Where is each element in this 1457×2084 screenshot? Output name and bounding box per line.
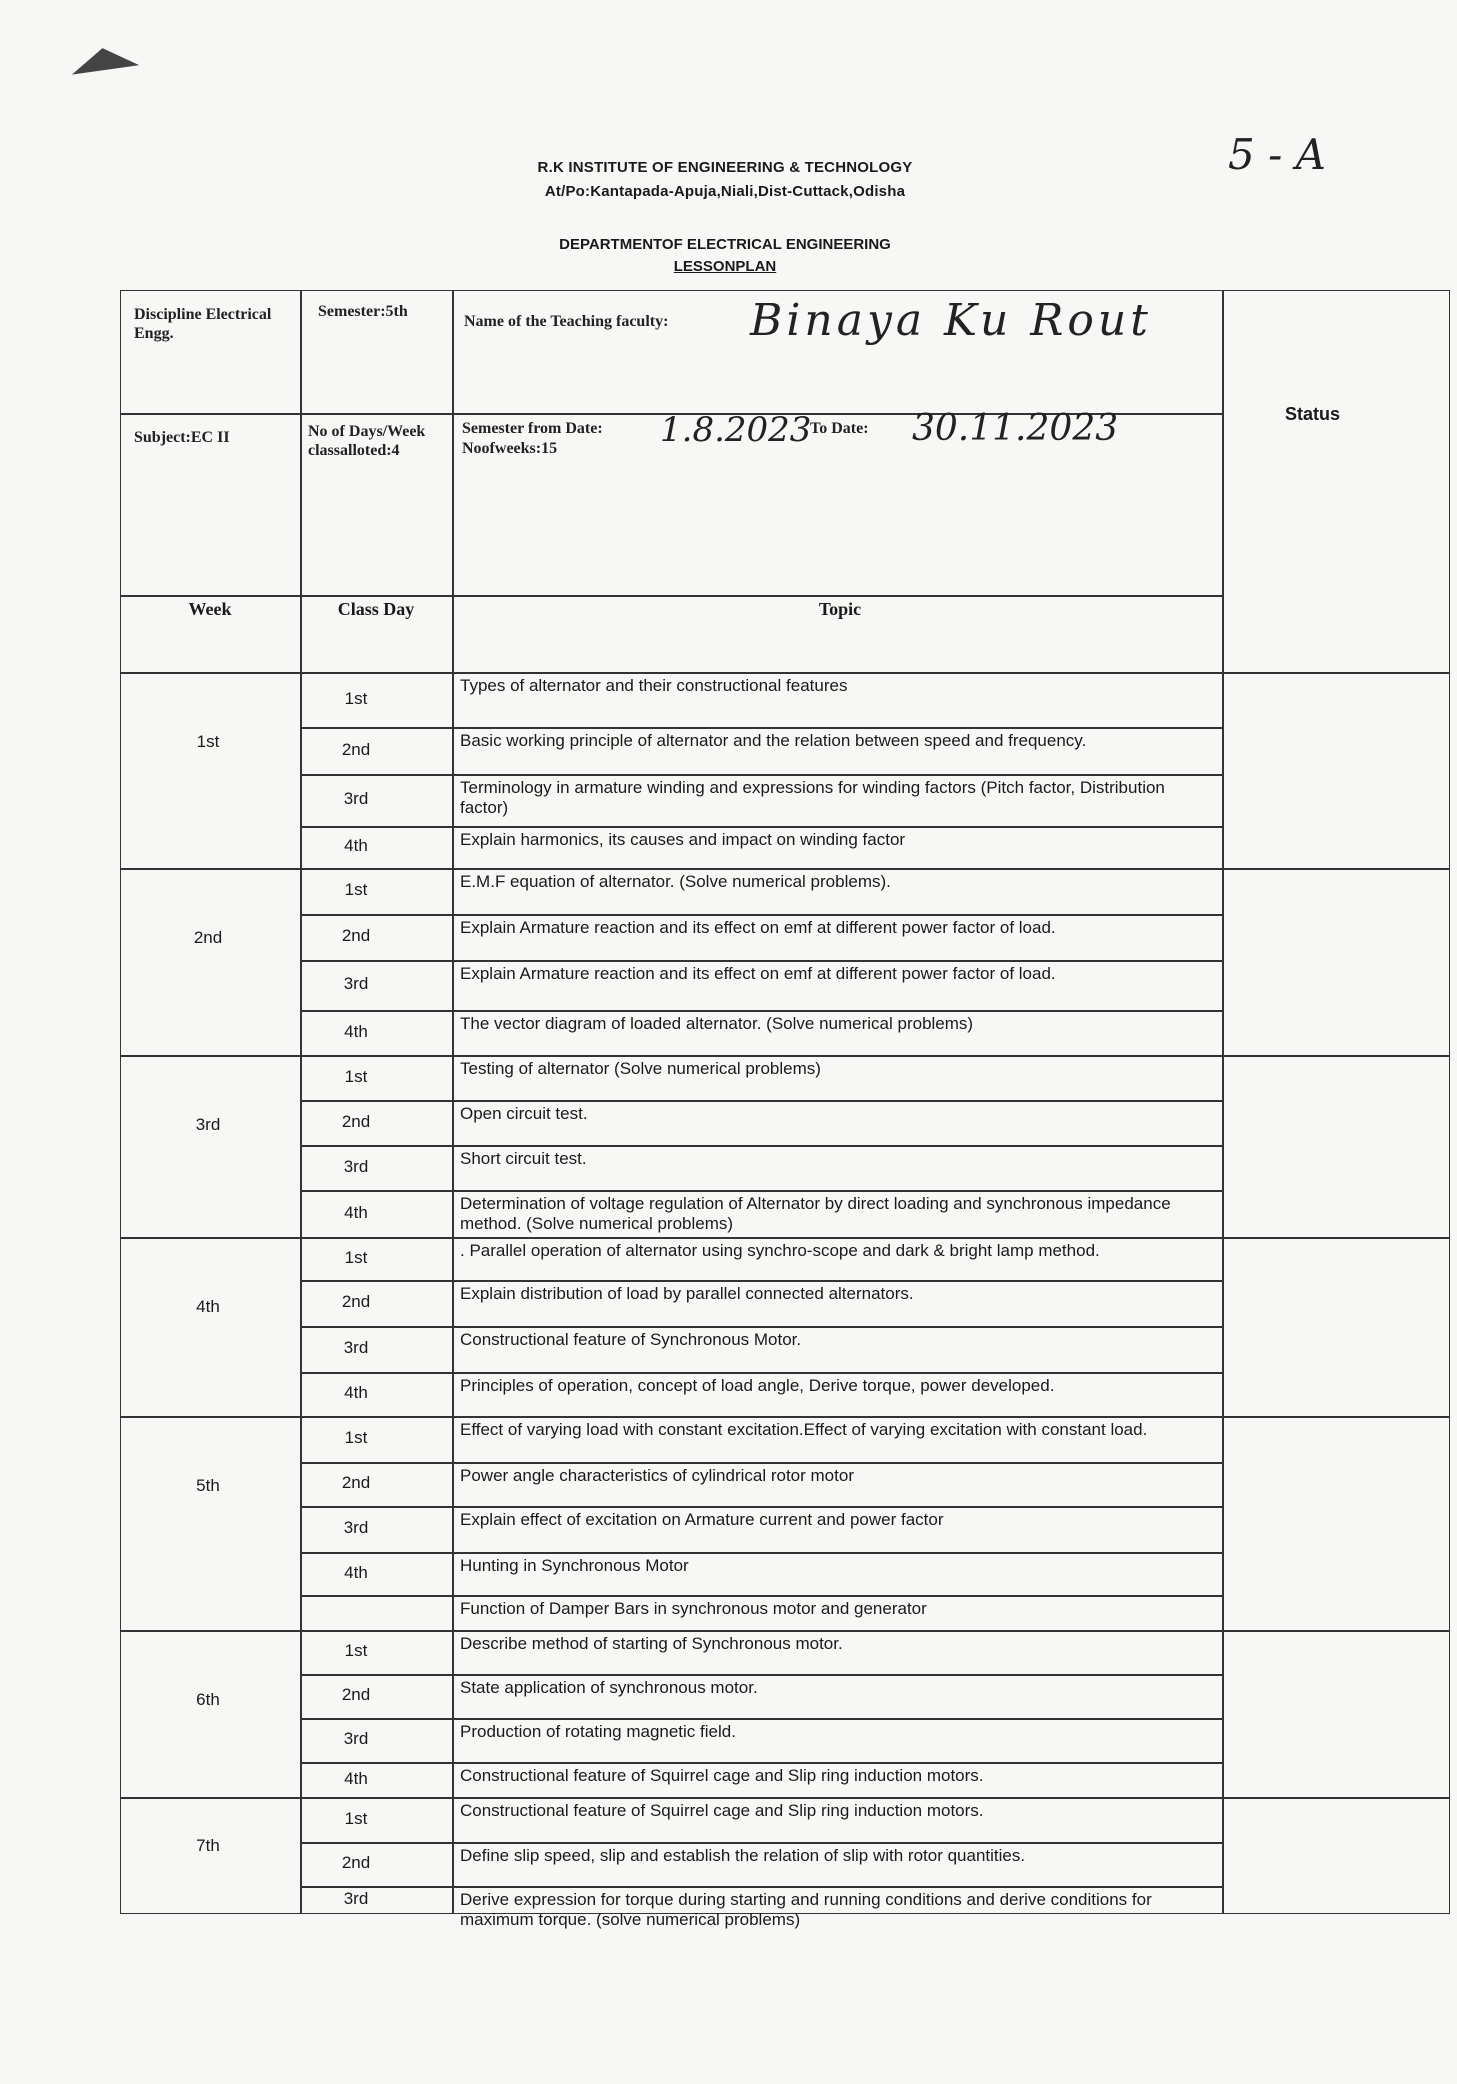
topic-text: Explain harmonics, its causes and impact on winding factor [460, 830, 906, 849]
topic-text: Hunting in Synchronous Motor [460, 1556, 689, 1575]
class-day-label: 1st [344, 1247, 368, 1267]
class-day-label: 3rd [343, 789, 369, 808]
topic-text: Define slip speed, slip and establish the relation of slip with rotor quantities. [460, 1846, 1026, 1865]
class-day-label: 4th [344, 1768, 368, 1788]
class-day-label: 2nd [341, 739, 371, 759]
row-divider [300, 914, 1222, 916]
topic-text: . Parallel operation of alternator using synchro-scope and dark & bright lamp method. [460, 1241, 1100, 1260]
department-header [0, 234, 1457, 278]
week-label: 6th [196, 1690, 220, 1709]
row-divider [300, 1506, 1222, 1508]
class-day-label: 2nd [341, 1292, 371, 1311]
topic-text: Open circuit test. [460, 1104, 588, 1123]
topic-text: The vector diagram of loaded alternator. (Solve numerical problems) [460, 1014, 974, 1033]
week-divider [120, 1416, 1450, 1418]
section-tag: 5 - A [1228, 130, 1326, 179]
week-column-header: Week [188, 599, 232, 619]
row-divider [300, 727, 1222, 729]
topic-text: Derive expression for torque during starting and running conditions and derive conditions for maximum torque. (solve numerical problems) [460, 1890, 1152, 1929]
semester-cell: Semester:5th [318, 303, 408, 320]
col-divider [452, 290, 454, 1914]
week-label: 2nd [193, 928, 223, 947]
class-day-label: 2nd [341, 1685, 371, 1704]
class-day-label: 3rd [343, 974, 369, 993]
row-divider [300, 1010, 1222, 1012]
class-day-label: 2nd [341, 1853, 371, 1872]
topic-text: Short circuit test. [460, 1149, 587, 1168]
topic-text: Testing of alternator (Solve numerical problems) [460, 1059, 821, 1078]
class-day-label: 1st [344, 1066, 368, 1086]
topic-text: State application of synchronous motor. [460, 1678, 758, 1697]
row-divider [300, 1762, 1222, 1764]
to-date-label: To Date: [810, 420, 869, 437]
to-date: 30.11.2023 [912, 408, 1119, 449]
week-divider [120, 1797, 1450, 1799]
topic-column-header: Topic [818, 599, 862, 619]
corner-mark [69, 43, 139, 74]
class-day-label: 3rd [343, 1156, 369, 1176]
topic-text: Principles of operation, concept of load angle, Derive torque, power developed. [460, 1376, 1055, 1395]
class-day-label: 3rd [343, 1338, 369, 1357]
row-divider [300, 826, 1222, 828]
department-name: DEPARTMENTOF ELECTRICAL ENGINEERING [559, 236, 891, 253]
row-divider [300, 1552, 1222, 1554]
topic-text: Explain Armature reaction and its effect on emf at different power factor of load. [460, 964, 1056, 983]
week-label: 7th [196, 1835, 220, 1855]
col-divider [300, 290, 302, 1914]
topic-text: Explain Armature reaction and its effect on emf at different power factor of load. [460, 918, 1056, 937]
class-day-label: 3rd [343, 1889, 369, 1908]
col-divider [1222, 290, 1224, 1914]
class-day-column-header: Class Day [337, 599, 415, 619]
faculty-label: Name of the Teaching faculty: [464, 313, 669, 330]
topic-text: Types of alternator and their constructional features [460, 676, 848, 695]
topic-text: Explain effect of excitation on Armature current and power factor [460, 1510, 944, 1529]
class-day-label: 1st [344, 1428, 368, 1447]
topic-text: Basic working principle of alternator and the relation between speed and frequency. [460, 731, 1087, 750]
topic-text: Describe method of starting of Synchronous motor. [460, 1634, 843, 1653]
week-label: 3rd [195, 1115, 221, 1134]
week-divider [120, 868, 1450, 870]
row-divider [300, 1462, 1222, 1464]
row-divider [300, 1145, 1222, 1147]
class-day-label: 2nd [341, 926, 371, 945]
class-day-label: 3rd [343, 1518, 369, 1537]
discipline-cell: Discipline Electrical Engg. [134, 306, 272, 342]
topic-text: Determination of voltage regulation of Alternator by direct loading and synchronous impedance method. (Solve numerical problems) [460, 1194, 1171, 1233]
row-divider [300, 1326, 1222, 1328]
class-day-label: 1st [344, 688, 368, 708]
row-divider [300, 1886, 1222, 1888]
week-divider [120, 1055, 1450, 1057]
row-divider [120, 595, 1222, 597]
topic-text: Terminology in armature winding and expressions for winding factors (Pitch factor, Distribution factor) [460, 778, 1165, 817]
week-label: 5th [196, 1476, 220, 1495]
days-cell: No of Days/Week classalloted:4 [308, 423, 426, 459]
week-divider [120, 1237, 1450, 1239]
week-label: 1st [196, 732, 220, 751]
row-divider [300, 774, 1222, 776]
row-divider [300, 1595, 1222, 1597]
semester-from-label: Semester from Date: [462, 420, 603, 437]
topic-text: E.M.F equation of alternator. (Solve numerical problems). [460, 872, 891, 891]
weeks-count: Noofweeks:15 [462, 440, 558, 457]
status-header: Status [1285, 404, 1341, 424]
topic-text: Constructional feature of Squirrel cage and Slip ring induction motors. [460, 1766, 984, 1785]
topic-text: Power angle characteristics of cylindrical rotor motor [460, 1466, 854, 1485]
row-divider [300, 1674, 1222, 1676]
topic-text: Effect of varying load with constant excitation.Effect of varying excitation with constant load. [460, 1420, 1148, 1439]
document-type: LESSONPLAN [673, 258, 777, 275]
class-day-label: 1st [344, 1641, 368, 1660]
class-day-label: 4th [344, 1562, 368, 1582]
row-divider [300, 1372, 1222, 1374]
row-divider [120, 672, 1450, 674]
class-day-label: 1st [344, 880, 368, 899]
lesson-plan-table [120, 290, 1450, 1914]
subject-cell: Subject:EC II [134, 429, 230, 446]
institute-address: At/Po:Kantapada-Apuja,Niali,Dist-Cuttack,Odisha [544, 183, 906, 200]
institute-name: R.K INSTITUTE OF ENGINEERING & TECHNOLOGY [537, 159, 913, 176]
topic-text: Constructional feature of Squirrel cage and Slip ring induction motors. [460, 1801, 984, 1820]
row-divider [300, 1718, 1222, 1720]
row-divider [300, 1190, 1222, 1192]
topic-text: Function of Damper Bars in synchronous motor and generator [460, 1599, 927, 1618]
row-divider [300, 1280, 1222, 1282]
week-label: 4th [196, 1297, 220, 1316]
class-day-label: 1st [344, 1808, 368, 1828]
topic-text: Constructional feature of Synchronous Motor. [460, 1330, 802, 1349]
faculty-name: Binaya Ku Rout [750, 295, 1152, 346]
class-day-label: 4th [344, 1021, 368, 1041]
class-day-label: 4th [344, 1202, 368, 1222]
class-day-label: 4th [344, 836, 368, 855]
class-day-label: 2nd [341, 1111, 371, 1131]
row-divider [300, 1842, 1222, 1844]
week-divider [120, 1630, 1450, 1632]
class-day-label: 4th [344, 1383, 368, 1402]
topic-text: Explain distribution of load by parallel connected alternators. [460, 1284, 914, 1303]
class-day-label: 2nd [341, 1473, 371, 1492]
topic-text: Production of rotating magnetic field. [460, 1722, 736, 1741]
row-divider [300, 960, 1222, 962]
semester-from-date: 1.8.2023 [660, 410, 812, 450]
row-divider [300, 1100, 1222, 1102]
class-day-label: 3rd [343, 1729, 369, 1748]
